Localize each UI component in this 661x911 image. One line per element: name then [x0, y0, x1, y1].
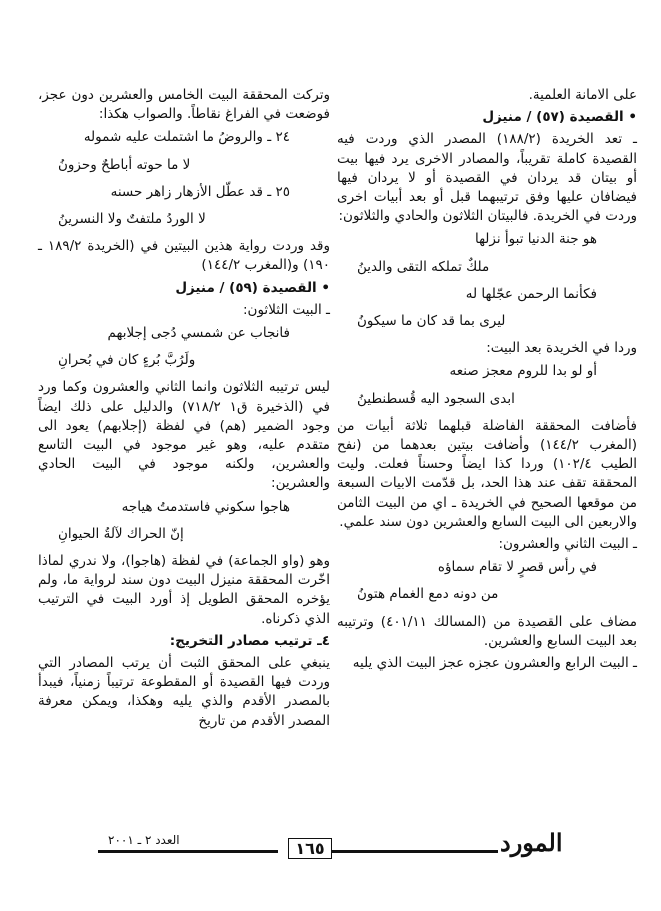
verse-second-hemistich: ولَرُبَّ بُرءٍ كان في بُحرانِ — [58, 352, 196, 369]
verse-second-hemistich: إنّ الحراك لآلةُ الحيوانِ — [58, 525, 184, 542]
paragraph: ـ البيت الثاني والعشرون: — [498, 536, 637, 553]
verse-first-hemistich: هو جنة الدنيا تبوأ نزلها — [474, 231, 597, 248]
page-number: ١٦٥ — [288, 838, 332, 859]
section-heading: • القصيدة (٥٩) / منيزل — [175, 279, 330, 296]
paragraph: مضاف على القصيدة من (المسالك ٤٠١/١١) وترتيبه بعد البيت السابع والعشرين. — [337, 613, 637, 649]
paragraph: وهو (واو الجماعة) في لفظة (هاجوا)، ولا ندري لماذا اخّرت المحققة منيزل البيت دون سند لرواية ما، ولم يؤخره المحقق الطويل إذ أورد البيت في الترتيب الذي ذكرناه. — [38, 553, 330, 627]
paragraph: وردا في الخريدة بعد البيت: — [486, 340, 637, 357]
page-footer — [98, 828, 568, 872]
paragraph: وتركت المحققة البيت الخامس والعشرين دون عجز، فوضعت في الفراغ نقاطاً. والصواب هكذا: — [38, 87, 330, 123]
paragraph: ـ تعد الخريدة (١٨٨/٢) المصدر الذي وردت فيه القصيدة كاملة تقريباً، والمصادر الاخرى يرد فيها بيت أو بيتان قد يردان في القصيدة أو لا يردان فيها فيضافان عليها وفق ترتيبهما قبل أو بعد أبيات اخرى وردت في الخريدة. فالبيتان الثلاثون والحادي والثلاثون: — [337, 131, 637, 225]
footer-rule-left — [98, 850, 278, 853]
paragraph: فأضافت المحققة الفاضلة قبلهما ثلاثة أبيات من (المغرب ١٤٤/٢) وأضافت بيتين بعدهما من (نفح الطيب ١٠٢/٤) وردا كذا ايضاً وحسناً فعلت. وليت المحققة تقف عند هذا الحد، بل قدّمت الابيات السبعة من موقعها الصحيح في الخريدة ـ اي من البيت الثامن والاربعين الى البيت السابع والعشرين دون سند علمي. — [337, 417, 638, 530]
verse-first-hemistich: ٢٥ ـ قد عطّل الأزهار زاهر حسنه — [110, 183, 290, 200]
paragraph: ـ البيت الثلاثون: — [243, 301, 330, 318]
verse-first-hemistich: في رأس قصرٍ لا تقام سماؤه — [437, 559, 597, 576]
verse-second-hemistich: لا الوردُ ملتفتٌ ولا النسرينُ — [58, 211, 206, 228]
verse-second-hemistich: من دونه دمع الغمام هتونُ — [357, 586, 499, 603]
left-column — [38, 86, 330, 734]
verse-second-hemistich: لا ما حوته أباطحٌ وحزونُ — [58, 156, 191, 173]
issue-label: العدد ٢ ـ ٢٠٠١ — [108, 833, 180, 847]
paragraph: وقد وردت رواية هذين البيتين في (الخريدة ١٨٩/٢ ـ ١٩٠) و(المغرب ١٤٤/٢) — [38, 238, 331, 274]
verse-first-hemistich: ٢٤ ـ والروضُ ما اشتملت عليه شموله — [83, 129, 290, 146]
verse-second-hemistich: ملكٌ تملكه التقى والدينُ — [357, 258, 490, 275]
section-heading: • القصيدة (٥٧) / منيزل — [482, 109, 637, 126]
verse-first-hemistich: فكأنما الرحمن عجّلها له — [465, 285, 597, 302]
verse-first-hemistich: أو لو بدا للروم معجز صنعه — [449, 363, 597, 380]
paragraph: على الامانة العلمية. — [528, 87, 637, 103]
verse-second-hemistich: ليرى بما قد كان ما سيكونُ — [357, 313, 506, 330]
verse-second-hemistich: ابدى السجود اليه قُسطنطينُ — [357, 390, 515, 407]
paragraph: ـ البيت الرابع والعشرون عجزه عجز البيت الذي يليه — [352, 655, 637, 672]
footer-rule-right — [328, 850, 498, 853]
right-column — [337, 86, 637, 676]
paragraph: ينبغي على المحقق الثبت أن يرتب المصادر التي وردت فيها القصيدة أو المقطوعة ترتيباً زمنياً، فيبدأ بالمصدر الأقدم والذي يليه وهكذا، ويمكن معرفة المصدر الأقدم من تاريخ — [38, 655, 330, 729]
magazine-logo: المورد — [500, 828, 563, 857]
verse-first-hemistich: هاجوا سكوني فاستدمتُ هياجه — [121, 498, 290, 515]
section-heading: ٤ـ ترتيب مصادر التخريج: — [169, 632, 330, 649]
paragraph: ليس ترتيبه الثلاثون وانما الثاني والعشرون وكما ورد في (الذخيرة ق١ ٧١٨/٢) والدليل على ذلك ايضاً وجود الضمير (هم) في لفظة (إجلابهم) يعود الى متقدم عليه، وهو غير موجود في البيت التاسع والعشرين، ولكنه موجود في البيت الحادي والعشرين: — [38, 379, 331, 492]
verse-first-hemistich: فانجاب عن شمسي دُجى إجلابهم — [107, 325, 290, 342]
